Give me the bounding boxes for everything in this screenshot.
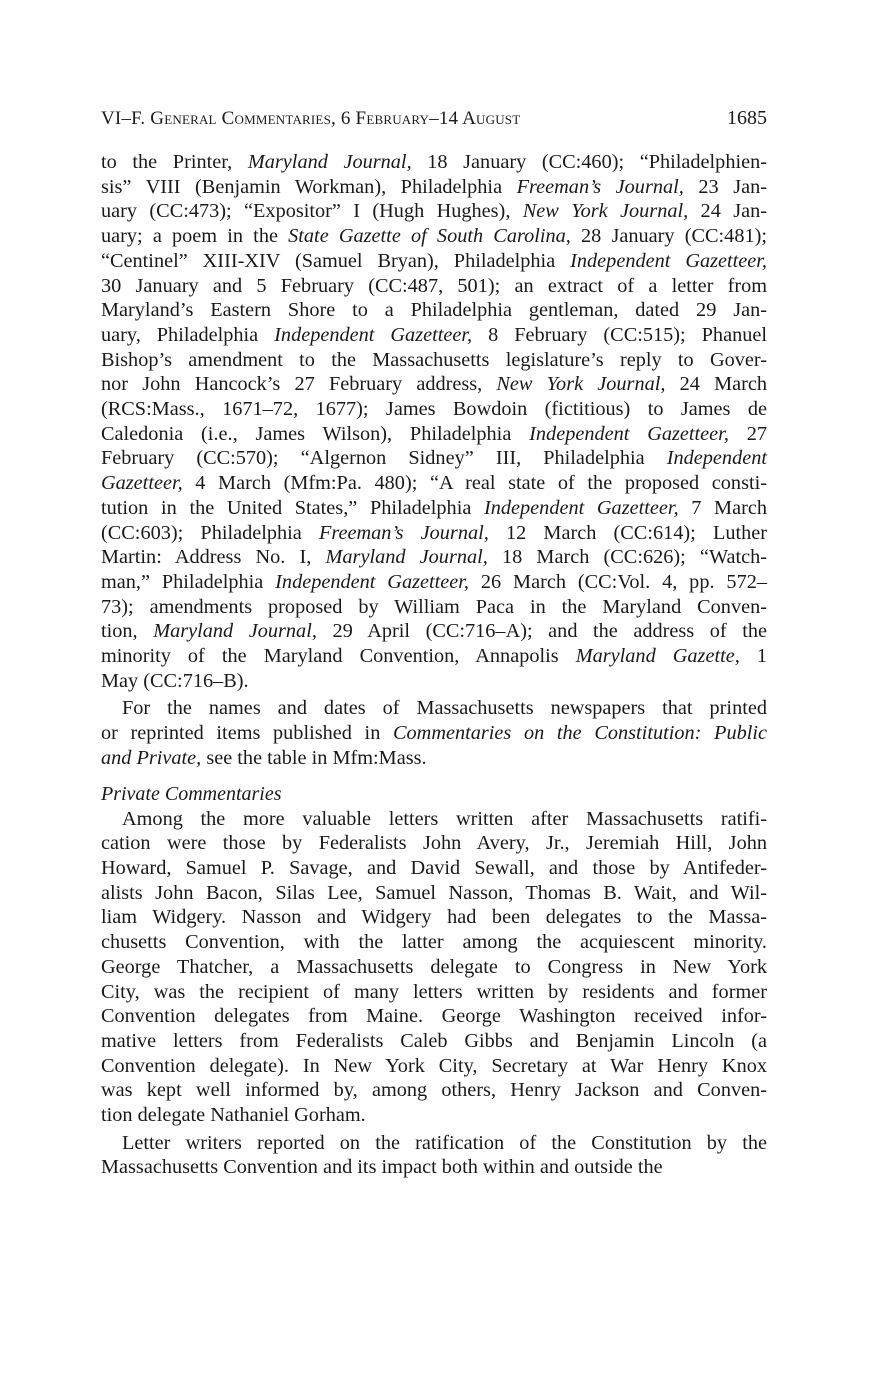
- text-run: 18 January (CC:460); “Philadelphien-: [411, 151, 767, 173]
- text-run: uary, Philadelphia: [101, 323, 275, 346]
- text-run: 24 Jan-: [688, 200, 768, 223]
- text-line: [101, 372, 767, 397]
- text-line: [101, 150, 767, 175]
- italic-title: Independent Gazetteer,: [484, 496, 679, 519]
- italic-title: Gazetteer,: [101, 472, 183, 495]
- text-run: tion,: [101, 620, 154, 643]
- italic-title: Maryland Journal,: [325, 546, 488, 569]
- text-line: [101, 570, 767, 595]
- text-line: [101, 496, 767, 521]
- text-line: Howard, Samuel P. Savage, and David Sewall, and those by Antifeder-: [101, 856, 767, 879]
- italic-title: Independent Gazetteer,: [570, 249, 767, 272]
- text-run: tution in the United States,” Philadelphia: [101, 496, 484, 519]
- text-run: Caledonia (i.e., James Wilson), Philadelphia: [101, 422, 530, 445]
- text-run: or reprinted items published in: [101, 722, 393, 745]
- text-run: 7 March: [678, 496, 767, 519]
- paragraph-newspapers-note: [101, 696, 767, 770]
- text-run: 18 March (CC:626); “Watch-: [487, 546, 767, 569]
- text-line: [101, 669, 767, 694]
- subheading-private-commentaries: Private Commentaries: [101, 782, 282, 805]
- text-line: [101, 249, 767, 274]
- text-run: 4 March (Mfm:Pa. 480); “A real state of the proposed consti-: [182, 472, 767, 495]
- italic-title: New York Journal,: [522, 200, 689, 223]
- text-line: [101, 595, 767, 620]
- text-line: [101, 298, 767, 323]
- text-run: (CC:603); Philadelphia: [101, 521, 319, 544]
- text-run: Maryland’s Eastern Shore to a Philadelphia gentleman, dated 29 Jan-: [101, 299, 767, 322]
- text-run: see the table in Mfm:Mass.: [201, 746, 427, 769]
- text-run: For the names and dates of Massachusetts newspapers that printed: [122, 697, 767, 720]
- text-run: 28 January (CC:481);: [570, 225, 767, 248]
- text-line: [101, 471, 767, 496]
- text-line: [101, 521, 767, 546]
- text-line: was kept well informed by, among others, Henry Jackson and Conven-: [101, 1079, 767, 1102]
- paragraph-private-letters: [101, 807, 767, 1128]
- italic-title: Maryland Gazette,: [575, 645, 740, 668]
- text-line: [101, 175, 767, 200]
- text-line: [101, 746, 767, 771]
- italic-title: Independent Gazetteer,: [275, 570, 469, 593]
- text-run: February (CC:570); “Algernon Sidney” III, Philadelphia: [101, 447, 667, 470]
- italic-title: and Private,: [101, 746, 202, 769]
- italic-title: Freeman’s Journal,: [516, 175, 684, 198]
- running-head: [101, 104, 767, 150]
- italic-title: Independent Gazetteer,: [529, 422, 729, 445]
- italic-title: Commentaries on the Constitution: Public: [393, 722, 768, 745]
- text-line: Massachusetts Convention and its impact both within and outside the: [101, 1156, 663, 1179]
- text-line: liam Widgery. Nasson and Widgery had been delegates to the Massa-: [101, 906, 767, 929]
- text-line: [101, 323, 767, 348]
- text-line: mative letters from Federalists Caleb Gibbs and Benjamin Lincoln (a: [101, 1029, 767, 1052]
- italic-title: State Gazette of South Carolina,: [288, 225, 571, 248]
- italic-title: Independent Gazetteer,: [274, 323, 473, 346]
- text-line: Convention delegate). In New York City, Secretary at War Henry Knox: [101, 1054, 767, 1077]
- text-line: cation were those by Federalists John Avery, Jr., Jeremiah Hill, John: [101, 832, 767, 855]
- text-run: 27: [728, 422, 767, 445]
- text-line: [101, 397, 767, 422]
- text-run: man,” Philadelphia: [101, 570, 276, 593]
- paragraph-citations: [101, 150, 767, 693]
- page-number: 1685: [727, 107, 767, 129]
- text-run: 24 March: [665, 373, 768, 396]
- text-run: 29 April (CC:716–A); and the address of the: [316, 620, 767, 643]
- text-run: 23 Jan-: [683, 175, 767, 198]
- text-line: tion delegate Nathaniel Gorham.: [101, 1104, 366, 1127]
- text-run: 1: [739, 645, 767, 668]
- text-line: [101, 619, 767, 644]
- text-run: nor John Hancock’s 27 February address,: [101, 373, 497, 396]
- text-run: “Centinel” XIII-XIV (Samuel Bryan), Philadelphia: [101, 249, 571, 272]
- text-line: alists John Bacon, Silas Lee, Samuel Nasson, Thomas B. Wait, and Wil-: [101, 881, 767, 904]
- text-run: 8 February (CC:515); Phanuel: [472, 323, 767, 346]
- italic-title: Freeman’s Journal,: [318, 521, 489, 544]
- text-line: [101, 644, 767, 669]
- italic-title: Maryland Journal,: [153, 620, 317, 643]
- text-run: minority of the Maryland Convention, Annapolis: [101, 645, 576, 668]
- text-line: [101, 199, 767, 224]
- text-run: uary; a poem in the: [101, 225, 289, 248]
- text-run: sis” VIII (Benjamin Workman), Philadelphia: [101, 175, 517, 198]
- text-line: [101, 224, 767, 249]
- text-line: George Thatcher, a Massachusetts delegate to Congress in New York: [101, 955, 767, 978]
- text-line: [101, 721, 767, 746]
- text-run: 12 March (CC:614); Luther: [488, 521, 768, 544]
- text-line: [101, 274, 767, 299]
- text-run: Martin: Address No. I,: [101, 546, 326, 569]
- text-line: chusetts Convention, with the latter among the acquiescent minority.: [101, 931, 767, 954]
- text-run: to the Printer,: [101, 151, 248, 173]
- text-line: [101, 545, 767, 570]
- italic-title: Maryland Journal,: [247, 151, 412, 173]
- text-run: Bishop’s amendment to the Massachusetts legislature’s reply to Gover-: [101, 348, 767, 371]
- text-line: [101, 696, 767, 721]
- text-run: May (CC:716–B).: [101, 669, 249, 692]
- text-run: 26 March (CC:Vol. 4, pp. 572–: [468, 570, 767, 593]
- text-line: Letter writers reported on the ratification of the Constitution by the: [122, 1131, 767, 1154]
- text-line: [101, 446, 767, 471]
- text-run: 30 January and 5 February (CC:487, 501); an extract of a letter from: [101, 274, 767, 297]
- text-line: [101, 348, 767, 373]
- text-run: 73); amendments proposed by William Paca in the Maryland Conven-: [101, 595, 767, 618]
- book-page: [101, 104, 767, 1180]
- text-line: Convention delegates from Maine. George Washington received infor-: [101, 1005, 767, 1028]
- text-line: [101, 422, 767, 447]
- italic-title: Independent: [666, 447, 767, 470]
- paragraph-letter-writers: [101, 1131, 767, 1180]
- text-line: City, was the recipient of many letters written by residents and former: [101, 980, 767, 1003]
- text-run: (RCS:Mass., 1671–72, 1677); James Bowdoin (fictitious) to James de: [101, 398, 767, 421]
- italic-title: New York Journal,: [496, 373, 666, 396]
- text-run: uary (CC:473); “Expositor” I (Hugh Hughes),: [101, 200, 523, 223]
- running-title: VI–F. General Commentaries, 6 February–14 August: [101, 108, 521, 129]
- text-line: Among the more valuable letters written after Massachusetts ratifi-: [122, 807, 767, 830]
